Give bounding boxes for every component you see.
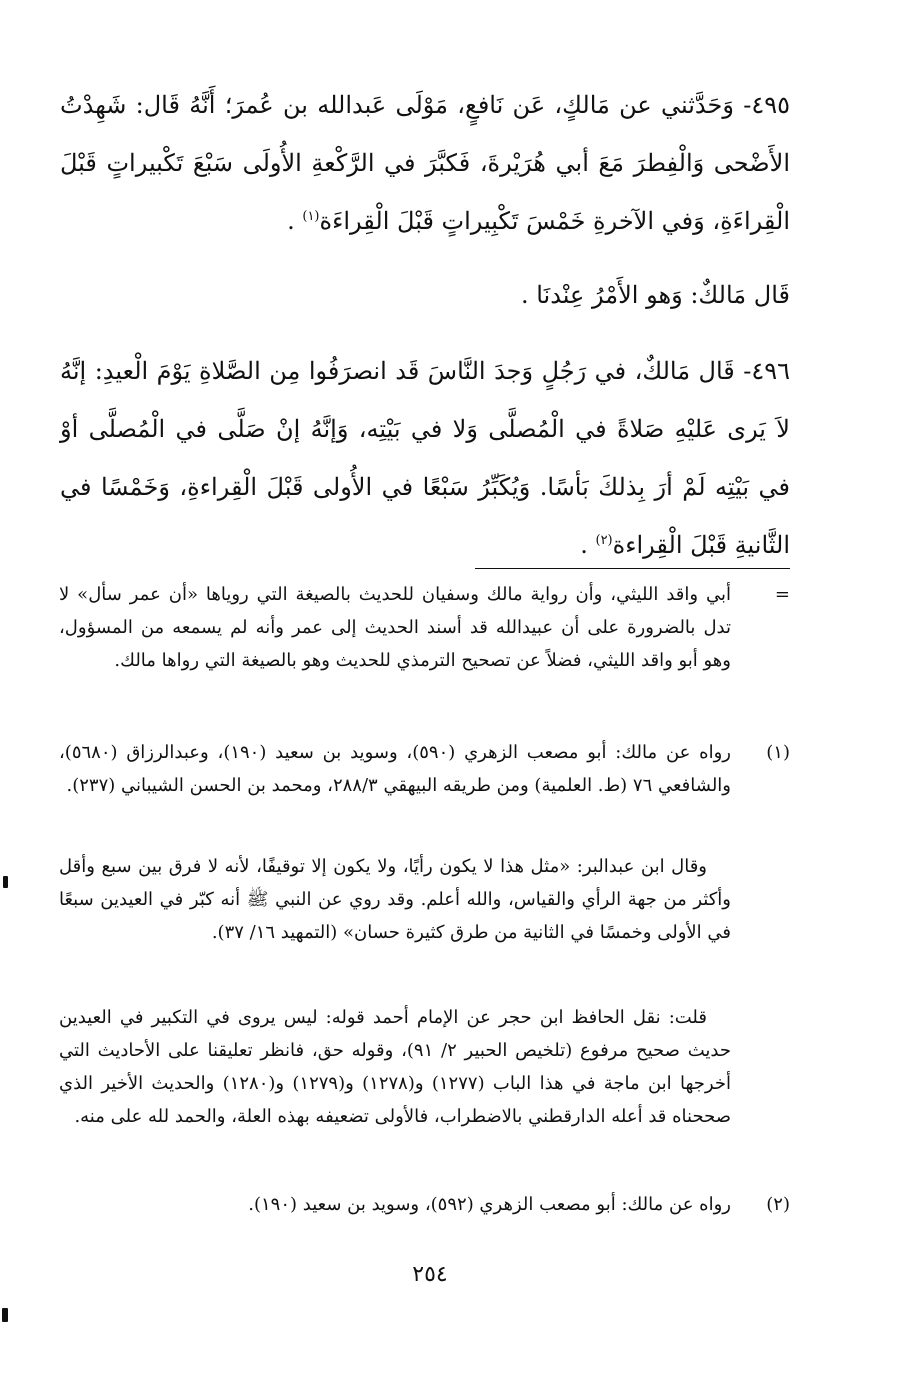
scan-speck: [2, 1308, 8, 1322]
hadith-495-end: .: [287, 207, 303, 235]
malik-note-paragraph: [60, 266, 790, 324]
footnote-ref-2[interactable]: (٢): [595, 533, 613, 548]
hadith-495-paragraph: [60, 76, 790, 250]
footnote-continuation-text: أبي واقد الليثي، وأن رواية مالك وسفيان للحديث بالصيغة التي روياها «أن عمر سأل» لا تدل بالضرورة على أن عبيدالله قد أسند الحديث إلى عمر وأنه لم يسمعه من المسؤول، وهو أبو واقد الليثي، فضلاً عن تصحيح الترمذي للحديث وهو بالصيغة التي رواها مالك.: [59, 584, 731, 671]
hadith-496-paragraph: [60, 342, 790, 574]
hadith-496-text: ٤٩٦- قَال مَالكٌ، في رَجُلٍ وَجدَ النَّاسَ قَد انصرَفُوا مِن الصَّلاةِ يَوْمَ الْعيدِ: إنَّهُ لاَ يَرى عَليْهِ صَلاةً في الْمُصلَّى وَلا في بَيْتِه، وَإنَّهُ إنْ صَلَّى في الْمُصلَّى أوْ في بَيْتِه لَمْ أرَ بِذلكَ بَأسًا. وَيُكَبِّرُ سَبْعًا في الأُولى قَبْلَ الْقِراءةِ، وَخَمْسًا في الثَّانيةِ قَبْلَ الْقِراءة: [60, 357, 790, 559]
footnote-2-marker: (٢): [766, 1194, 790, 1215]
footnote-separator: [475, 568, 790, 569]
scan-speck: [3, 876, 8, 888]
footnote-1-paragraph-3: قلت: نقل الحافظ ابن حجر عن الإمام أحمد قوله: ليس يروى في التكبير في العيدين حديث صحيح مرفوع (تلخيص الحبير ٢/ ٩١)، وقوله حق، فانظر تعليقنا على الأحاديث التي أخرجها ابن ماجة في هذا الباب (١٢٧٧) و(١٢٧٨) و(١٢٧٩) و(١٢٨٠) والحديث الأخير الذي صححناه قد أعله الدارقطني بالاضطراب، فالأولى تضعيفه بهذه العلة، والحمد لله على منه.: [59, 1007, 731, 1127]
footnote-2-text: رواه عن مالك: أبو مصعب الزهري (٥٩٢)، وسويد بن سعيد (١٩٠).: [248, 1194, 731, 1215]
footnote-1-paragraph-1: رواه عن مالك: أبو مصعب الزهري (٥٩٠)، وسويد بن سعيد (١٩٠)، وعبدالرزاق (٥٦٨٠)، والشافعي ٧٦ (ط. العلمية) ومن طريقه البيهقي ٢٨٨/٣، ومحمد بن الحسن الشيباني (٢٣٧).: [59, 742, 731, 796]
footnote-ref-1[interactable]: (١): [302, 209, 320, 224]
footnote-1-paragraph-2: وقال ابن عبدالبر: «مثل هذا لا يكون رأيًا، ولا يكون إلا توقيفًا، لأنه لا فرق بين سبع وأقل وأكثر من جهة الرأي والقياس، والله أعلم. وقد روي عن النبي ﷺ أنه كبّر في العيدين سبعًا في الأولى وخمسًا في الثانية من طرق كثيرة حسان» (التمهيد ١٦/ ٣٧).: [59, 856, 731, 943]
footnote-continuation-marker: =: [774, 584, 790, 605]
hadith-495-text: ٤٩٥- وَحَدَّثني عن مَالكٍ، عَن نَافعٍ، مَوْلَى عَبدالله بن عُمرَ؛ أَنَّهُ قَال: شَهِدْتُ الأَضْحى وَالْفِطرَ مَعَ أبي هُرَيْرةَ، فَكبَّرَ في الرَّكْعةِ الأُولَى سَبْعَ تَكْبيراتٍ قَبْلَ الْقِراءَةِ، وَفي الآخرةِ خَمْسَ تَكْبِيراتٍ قَبْلَ الْقِراءَة: [60, 91, 790, 235]
malik-note-text: قَال مَالكٌ: وَهو الأَمْرُ عِنْدنَا .: [520, 281, 790, 309]
page-number: ٢٥٤: [412, 1262, 448, 1287]
hadith-496-end: .: [580, 531, 596, 559]
footnote-1-marker: (١): [766, 742, 790, 763]
